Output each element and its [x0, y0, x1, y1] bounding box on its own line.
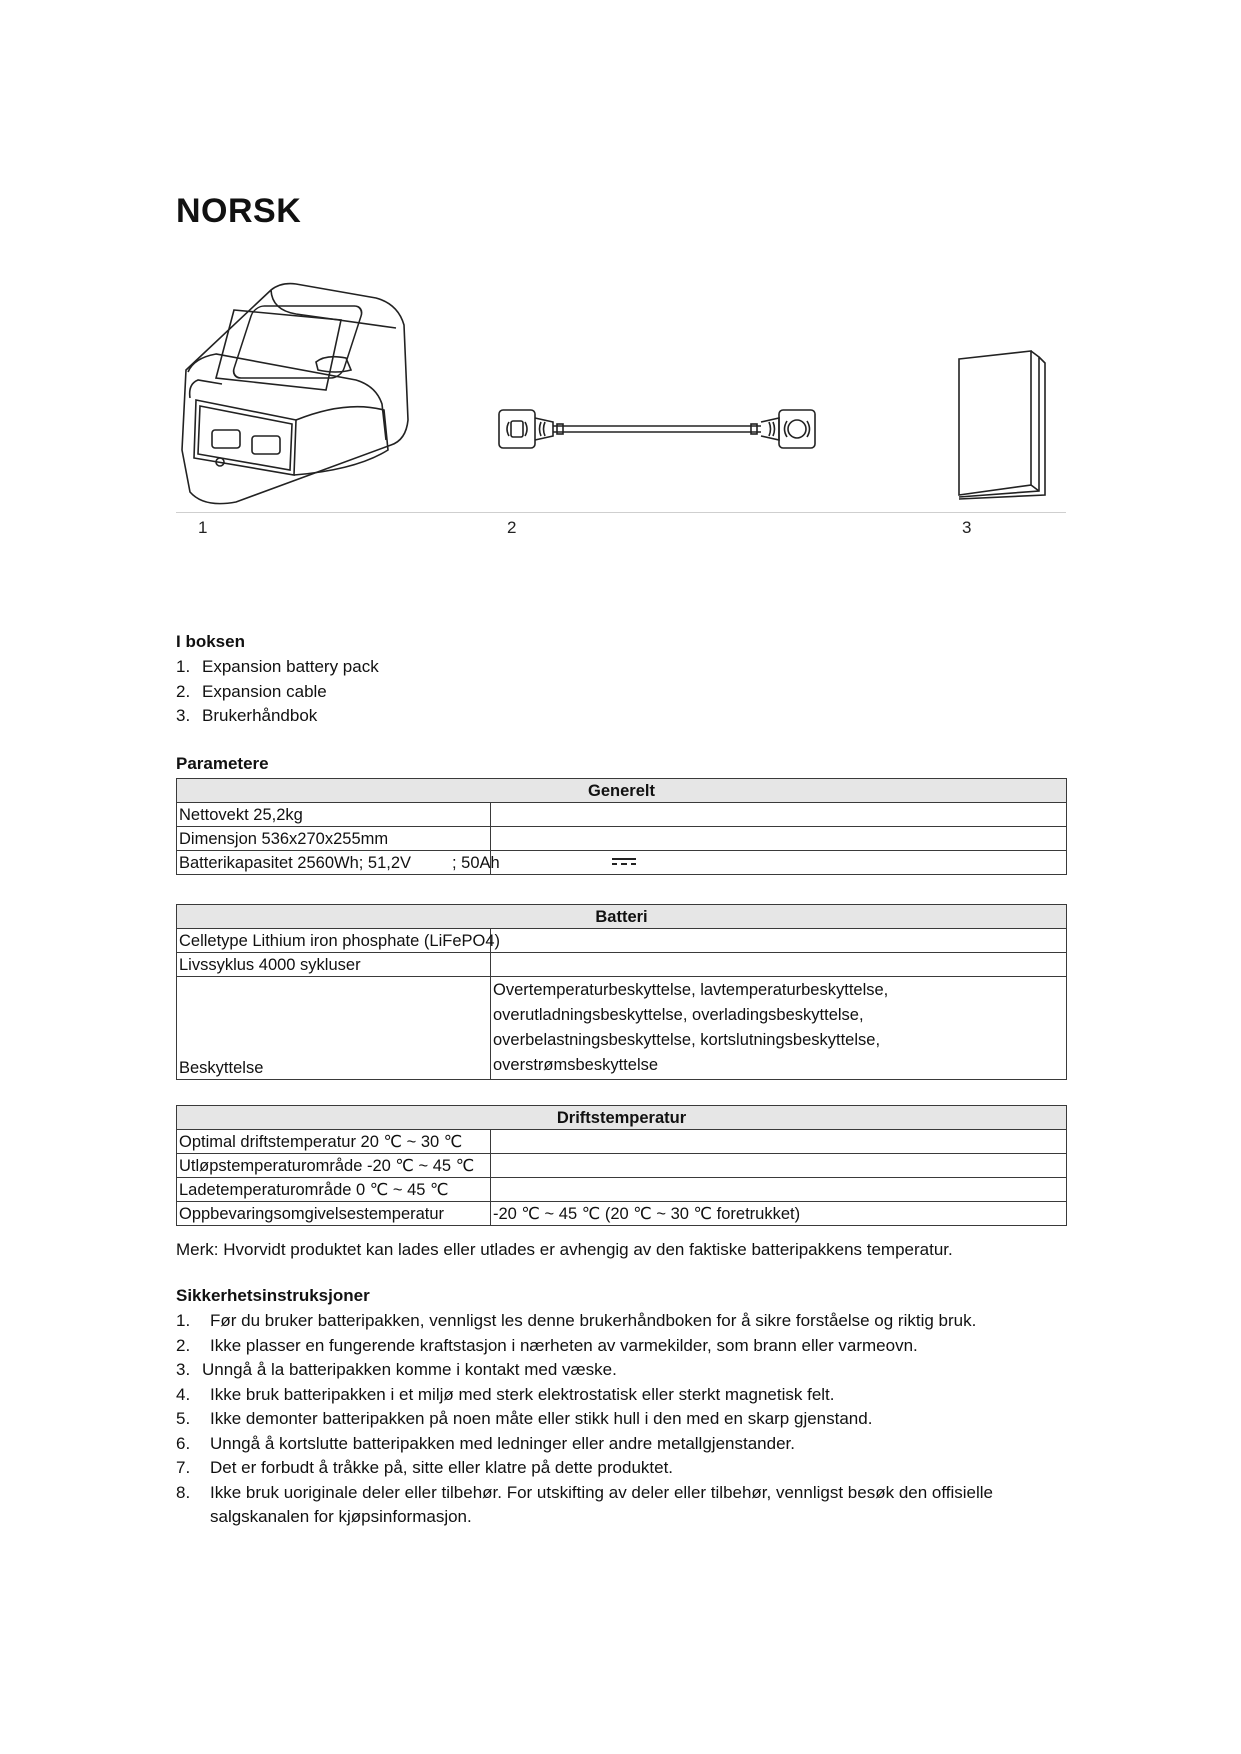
general-table [176, 778, 1067, 875]
temperature-table-header: Driftstemperatur [177, 1106, 1067, 1130]
list-item: 8. Ikke bruk uoriginale deler eller tilbehør. For utskifting av deler eller tilbehør, vennligst besøk den offisielle salgskanalen for kjøpsinformasjon. [176, 1482, 994, 1526]
figure-label-2: 2 [507, 518, 517, 537]
table-row: Beskyttelse Overtemperaturbeskyttelse, lavtemperaturbeskyttelse, overutladningsbeskyttelse, overladingsbeskyttelse, overbelastningsbeskyttelse, kortslutningsbeskyttelse, overstrømsbeskyttelse [177, 977, 1067, 1080]
general-table-header: Generelt [177, 779, 1067, 803]
list-item: 5. Ikke demonter batteripakken på noen måte eller stikk hull i den med en skarp gjenstand. [176, 1409, 873, 1428]
page-title: NORSK [176, 192, 302, 230]
parameters-heading: Parametere [176, 754, 269, 773]
list-item: 3. Brukerhåndbok [176, 706, 318, 725]
dc-symbol-icon [611, 857, 637, 867]
battery-pack-illustration [176, 270, 416, 510]
figure-label-1: 1 [198, 518, 208, 537]
table-row: Ladetemperaturområde 0 ℃ ~ 45 ℃ [177, 1178, 1067, 1202]
list-item: 1. Før du bruker batteripakken, vennligst les denne brukerhåndboken for å sikre forståelse og riktig bruk. [176, 1311, 977, 1330]
safety-heading: Sikkerhetsinstruksjoner [176, 1286, 370, 1305]
table-row: Celletype Lithium iron phosphate (LiFePO4) [177, 929, 1067, 953]
in-box-heading: I boksen [176, 632, 245, 651]
temperature-table [176, 1105, 1067, 1226]
figure-label-3: 3 [962, 518, 972, 537]
table-row: Dimensjon 536x270x255mm [177, 827, 1067, 851]
in-box-list [176, 655, 576, 729]
battery-table [176, 904, 1067, 1080]
safety-list [176, 1309, 1066, 1530]
table-row: Oppbevaringsomgivelsestemperatur -20 ℃ ~ 45 ℃ (20 ℃ ~ 30 ℃ foretrukket) [177, 1202, 1067, 1226]
list-item: 7. Det er forbudt å tråkke på, sitte eller klatre på dette produktet. [176, 1458, 674, 1477]
table-row: Nettovekt 25,2kg [177, 803, 1067, 827]
battery-table-header: Batteri [177, 905, 1067, 929]
list-item: 2. Ikke plasser en fungerende kraftstasjon i nærheten av varmekilder, som brann eller varmeovn. [176, 1335, 918, 1355]
manual-illustration [935, 345, 1065, 505]
table-row: Batterikapasitet 2560Wh; 51,2V ; 50Ah [177, 851, 1067, 875]
protection-list: Overtemperaturbeskyttelse, lavtemperaturbeskyttelse, overutladningsbeskyttelse, overladingsbeskyttelse, overbelastningsbeskyttelse, kortslutningsbeskyttelse, overstrømsbeskyttelse [491, 977, 1067, 1080]
list-item: 1. Expansion battery pack [176, 657, 379, 676]
parameters-note: Merk: Hvorvidt produktet kan lades eller utlades er avhengig av den faktiske batteripakkens temperatur. [176, 1240, 953, 1259]
cable-illustration [495, 400, 820, 460]
table-row: Livssyklus 4000 sykluser [177, 953, 1067, 977]
list-item: 3. Unngå å la batteripakken komme i kontakt med væske. [176, 1360, 617, 1379]
list-item: 4. Ikke bruk batteripakken i et miljø med sterk elektrostatisk eller sterkt magnetisk felt. [176, 1384, 835, 1404]
figure-divider [176, 512, 1066, 513]
list-item: 2. Expansion cable [176, 681, 327, 701]
list-item: 6. Unngå å kortslutte batteripakken med ledninger eller andre metallgjenstander. [176, 1433, 795, 1453]
table-row: Utløpstemperaturområde -20 ℃ ~ 45 ℃ [177, 1154, 1067, 1178]
table-row: Optimal driftstemperatur 20 ℃ ~ 30 ℃ [177, 1130, 1067, 1154]
